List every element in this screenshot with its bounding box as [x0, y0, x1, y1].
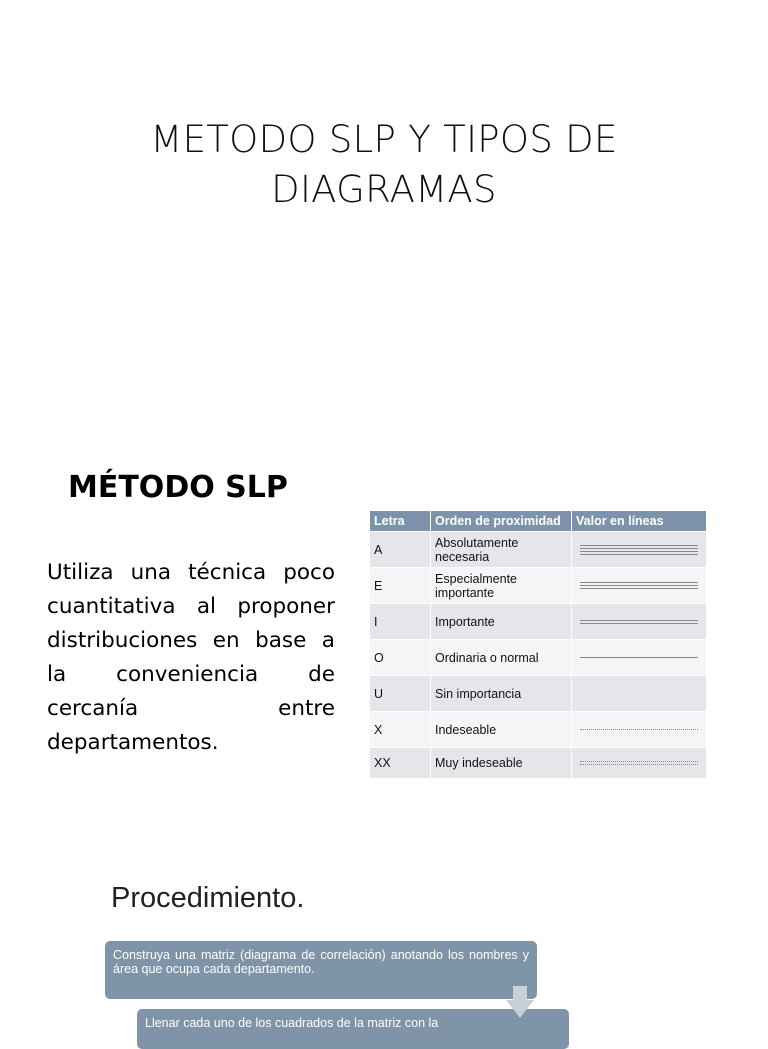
slide-title: [0, 115, 768, 215]
slide-title-line-2: DIAGRAMAS: [271, 168, 497, 211]
cell-valor-lineas: [572, 676, 707, 712]
line-value-graphic: [580, 761, 698, 765]
proximity-line: [580, 554, 698, 555]
proximity-line: [580, 764, 698, 765]
table-row: [370, 568, 707, 604]
cell-valor-lineas: [572, 712, 707, 748]
down-arrow-icon: [506, 986, 534, 1018]
cell-letra: A: [370, 532, 431, 568]
slide-title-line-1: METODO SLP Y TIPOS DE: [150, 118, 618, 161]
proximity-table: [370, 511, 707, 778]
table-row: [370, 604, 707, 640]
procedure-step-2: Llenar cada uno de los cuadrados de la matriz con la: [137, 1009, 569, 1049]
cell-letra: U: [370, 676, 431, 712]
cell-valor-lineas: [572, 604, 707, 640]
table-row: [370, 640, 707, 676]
cell-valor-lineas: [572, 532, 707, 568]
cell-letra: XX: [370, 748, 431, 778]
table-row: [370, 712, 707, 748]
procedure-step-1: Construya una matriz (diagrama de correlación) anotando los nombres y área que ocupa cada departamento.: [105, 941, 537, 999]
cell-letra: X: [370, 712, 431, 748]
cell-letra: O: [370, 640, 431, 676]
line-value-graphic: [580, 657, 698, 658]
cell-orden: Importante: [431, 604, 572, 640]
proximity-line: [580, 545, 698, 546]
cell-orden: Absolutamente necesaria: [431, 532, 572, 568]
header-orden: Orden de proximidad: [431, 511, 572, 532]
cell-orden: Sin importancia: [431, 676, 572, 712]
proximity-line: [580, 548, 698, 549]
header-letra: Letra: [370, 511, 431, 532]
cell-orden: Ordinaria o normal: [431, 640, 572, 676]
cell-valor-lineas: [572, 748, 707, 778]
cell-orden: Indeseable: [431, 712, 572, 748]
description-paragraph: Utiliza una técnica poco cuantitativa al proponer distribuciones en base a la conveniencia de cercanía entre departamentos.: [47, 560, 335, 755]
proximity-line: [580, 657, 698, 658]
cell-valor-lineas: [572, 568, 707, 604]
line-value-graphic: [580, 620, 698, 624]
line-value-graphic: [580, 729, 698, 730]
cell-valor-lineas: [572, 640, 707, 676]
cell-orden: Muy indeseable: [431, 748, 572, 778]
proximity-line: [580, 761, 698, 762]
table-row: [370, 748, 707, 778]
cell-letra: I: [370, 604, 431, 640]
proximity-line: [580, 551, 698, 552]
procedure-heading: Procedimiento.: [111, 882, 305, 914]
section-heading: MÉTODO SLP: [68, 470, 288, 505]
table-body: [370, 532, 707, 778]
line-value-graphic: [580, 582, 698, 589]
proximity-line: [580, 588, 698, 589]
proximity-line: [580, 729, 698, 730]
proximity-line: [580, 582, 698, 583]
proximity-line: [580, 585, 698, 586]
line-value-graphic: [580, 545, 698, 555]
table-header-row: [370, 511, 707, 532]
table-row: [370, 676, 707, 712]
proximity-line: [580, 620, 698, 621]
cell-letra: E: [370, 568, 431, 604]
cell-orden: Especialmente importante: [431, 568, 572, 604]
table-row: [370, 532, 707, 568]
proximity-line: [580, 623, 698, 624]
header-valor: Valor en líneas: [572, 511, 707, 532]
